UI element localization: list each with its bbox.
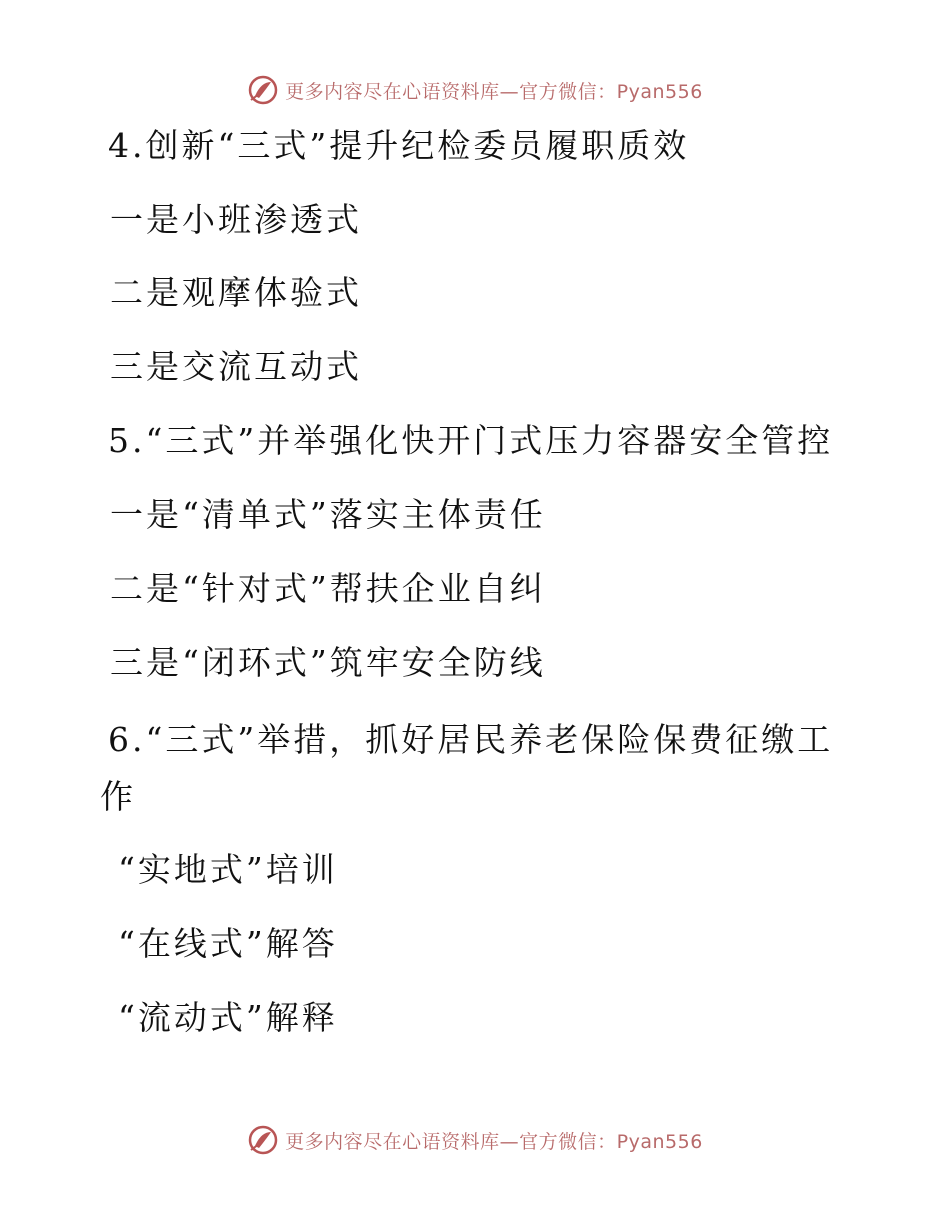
watermark-text: 更多内容尽在心语资料库—官方微信：Pyan556 [285, 1130, 703, 1153]
section-heading-5: 5.“三式”并举强化快开门式压力容器安全管控 [108, 421, 834, 460]
list-item: 三是“闭环式”筑牢安全防线 [110, 643, 546, 682]
section-heading-6: 6.“三式”举措，抓好居民养老保险保费征缴工作 [100, 720, 834, 816]
watermark-logo-icon [247, 74, 279, 106]
section-heading-4: 4.创新“三式”提升纪检委员履职质效 [108, 126, 690, 165]
list-item: “流动式”解释 [118, 998, 338, 1037]
list-item: 二是“针对式”帮扶企业自纠 [110, 569, 546, 608]
header-watermark [0, 70, 950, 110]
list-item: 三是交流互动式 [110, 347, 362, 386]
list-item: “实地式”培训 [118, 850, 338, 889]
watermark-logo-icon [247, 1124, 279, 1156]
list-item: 一是小班渗透式 [110, 200, 362, 239]
list-item: 二是观摩体验式 [110, 273, 362, 312]
watermark-text: 更多内容尽在心语资料库—官方微信：Pyan556 [285, 80, 703, 103]
list-item: 一是“清单式”落实主体责任 [110, 495, 546, 534]
list-item: “在线式”解答 [118, 924, 338, 963]
footer-watermark [0, 1120, 950, 1160]
